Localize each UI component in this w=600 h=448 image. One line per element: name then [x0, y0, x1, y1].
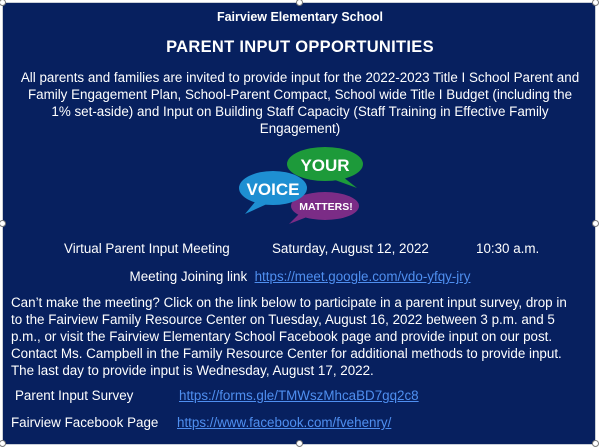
details-line-2: to the Fairview Family Resource Center on Tuesday, August 16, 2022 between 3 p.m. and 5	[11, 312, 555, 327]
meeting-link-label: Meeting Joining link	[129, 269, 248, 284]
details-line-3: p.m., or visit the Fairview Elementary School Facebook page and provide input on our post.	[11, 329, 553, 344]
facebook-label: Fairview Facebook Page	[11, 415, 159, 430]
survey-label: Parent Input Survey	[15, 388, 134, 403]
meeting-date: Saturday, August 12, 2022	[272, 241, 429, 256]
meeting-link[interactable]: https://meet.google.com/vdo-yfqy-jry	[254, 269, 471, 284]
school-name: Fairview Elementary School	[216, 10, 384, 24]
details-line-5: The last day to provide input is Wednesday, August 17, 2022.	[11, 363, 374, 378]
intro-line-3: 1% set-aside) and Input on Building Staff Capacity (Staff Training in Effective Family	[51, 104, 549, 119]
matters-text: MATTERS!	[299, 201, 353, 213]
your-text: YOUR	[300, 156, 350, 175]
facebook-link[interactable]: https://www.facebook.com/fvehenry/	[177, 415, 392, 430]
voice-text: VOICE	[246, 180, 300, 199]
voice-bubble-tail	[245, 202, 267, 214]
resize-handle-bottom-right[interactable]	[592, 440, 599, 447]
resize-handle-middle-right[interactable]	[592, 220, 599, 227]
meeting-link-row	[3, 269, 597, 284]
flyer-panel	[2, 2, 596, 445]
details-line-1: Can’t make the meeting? Click on the link below to participate in a parent input survey, drop in	[11, 295, 567, 310]
meeting-label: Virtual Parent Input Meeting	[64, 241, 230, 256]
your-voice-matters-logo	[237, 144, 367, 224]
details-line-4: Contact Ms. Campbell in the Family Resource Center for additional methods to provide input.	[11, 346, 562, 361]
resize-handle-bottom-left[interactable]	[0, 440, 6, 447]
meeting-time: 10:30 a.m.	[476, 241, 540, 256]
intro-line-2: Family Engagement Plan, School-Parent Compact, School wide Title I Budget (including the	[27, 87, 573, 102]
page-title: PARENT INPUT OPPORTUNITIES	[166, 38, 434, 56]
survey-link[interactable]: https://forms.gle/TMWszMhcaBD7gq2c8	[179, 388, 419, 403]
intro-line-4: Engagement)	[259, 121, 341, 136]
intro-line-1: All parents and families are invited to provide input for the 2022-2023 Title I School Parent and	[20, 70, 580, 85]
resize-handle-bottom-center[interactable]	[296, 440, 303, 447]
resize-handle-top-right[interactable]	[592, 0, 599, 6]
